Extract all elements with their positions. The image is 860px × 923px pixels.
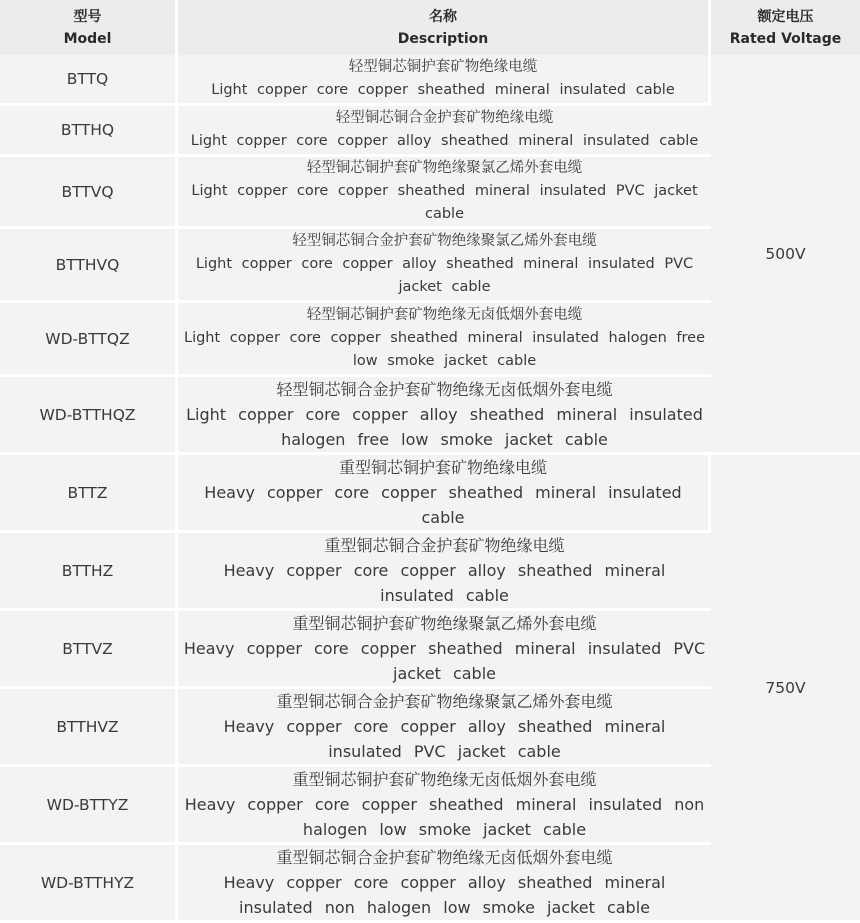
description-zh: 重型铜芯铜合金护套矿物绝缘无卤低烟外套电缆: [276, 848, 613, 867]
description-cell: [178, 106, 711, 157]
description-cell: [178, 229, 711, 303]
table-row: [0, 455, 860, 533]
description-zh: 重型铜芯铜护套矿物绝缘电缆: [338, 458, 547, 477]
description-cell: [178, 767, 711, 845]
description-zh: 轻型铜芯铜合金护套矿物绝缘聚氯乙烯外套电缆: [292, 233, 597, 249]
description-en: Light copper core copper alloy sheathed mineral insulated halogen free low smoke jacket cable: [186, 405, 703, 449]
description-en: Light copper core copper sheathed mineral insulated halogen free low smoke jacket cable: [184, 330, 705, 369]
description-en: Heavy copper core copper alloy sheathed mineral insulated cable: [223, 561, 666, 605]
description-zh: 重型铜芯铜护套矿物绝缘无卤低烟外套电缆: [292, 770, 597, 789]
description-cell: [178, 377, 711, 455]
description-en: Light copper core copper sheathed mineral insulated cable: [211, 82, 675, 98]
header-desc-zh: 名称: [429, 8, 457, 25]
description-cell: [178, 533, 711, 611]
model-cell: BTTVZ: [0, 611, 178, 689]
header-model: [0, 0, 178, 55]
voltage-cell: 500V: [711, 55, 860, 455]
description-zh: 轻型铜芯铜护套矿物绝缘电缆: [348, 59, 538, 75]
description-en: Light copper core copper alloy sheathed mineral insulated PVC jacket cable: [195, 256, 694, 295]
model-cell: BTTHZ: [0, 533, 178, 611]
header-model-en: Model: [63, 30, 112, 47]
description-cell: [178, 157, 711, 229]
model-cell: BTTQ: [0, 55, 178, 106]
description-en: Heavy copper core copper alloy sheathed mineral insulated PVC jacket cable: [223, 717, 666, 761]
description-zh: 轻型铜芯铜合金护套矿物绝缘无卤低烟外套电缆: [276, 380, 613, 399]
model-cell: BTTHVQ: [0, 229, 178, 303]
header-description: [178, 0, 711, 55]
description-en: Light copper core copper alloy sheathed mineral insulated cable: [190, 133, 699, 149]
header-volt-en: Rated Voltage: [729, 30, 842, 47]
model-cell: WD-BTTHYZ: [0, 845, 178, 923]
header-model-zh: 型号: [73, 8, 102, 25]
description-cell: [178, 845, 711, 923]
description-zh: 重型铜芯铜合金护套矿物绝缘电缆: [324, 536, 565, 555]
model-cell: BTTHVZ: [0, 689, 178, 767]
model-cell: BTTVQ: [0, 157, 178, 229]
description-en: Heavy copper core copper sheathed mineral insulated non halogen low smoke jacket cable: [184, 795, 705, 839]
model-cell: WD-BTTHQZ: [0, 377, 178, 455]
description-cell: [178, 55, 711, 106]
description-cell: [178, 303, 711, 377]
model-cell: BTTHQ: [0, 106, 178, 157]
model-cell: WD-BTTYZ: [0, 767, 178, 845]
model-cell: WD-BTTQZ: [0, 303, 178, 377]
description-zh: 轻型铜芯铜合金护套矿物绝缘电缆: [335, 110, 554, 126]
header-voltage: [711, 0, 860, 55]
header-volt-zh: 额定电压: [757, 8, 814, 25]
description-cell: [178, 611, 711, 689]
description-zh: 重型铜芯铜合金护套矿物绝缘聚氯乙烯外套电缆: [276, 692, 613, 711]
description-en: Heavy copper core copper alloy sheathed mineral insulated non halogen low smoke jacket cable: [223, 873, 666, 917]
description-en: Light copper core copper sheathed mineral insulated PVC jacket cable: [191, 183, 698, 222]
description-zh: 轻型铜芯铜护套矿物绝缘无卤低烟外套电缆: [306, 307, 583, 323]
description-cell: [178, 455, 711, 533]
description-cell: [178, 689, 711, 767]
header-desc-en: Description: [397, 30, 489, 47]
description-zh: 重型铜芯铜护套矿物绝缘聚氯乙烯外套电缆: [292, 614, 597, 633]
header-row: [0, 0, 860, 55]
model-cell: BTTZ: [0, 455, 178, 533]
description-en: Heavy copper core copper sheathed mineral insulated PVC jacket cable: [183, 639, 706, 683]
voltage-cell: 750V: [711, 455, 860, 923]
description-en: Heavy copper core copper sheathed mineral insulated cable: [204, 483, 682, 527]
description-zh: 轻型铜芯铜护套矿物绝缘聚氯乙烯外套电缆: [306, 160, 583, 176]
table-row: [0, 55, 860, 106]
